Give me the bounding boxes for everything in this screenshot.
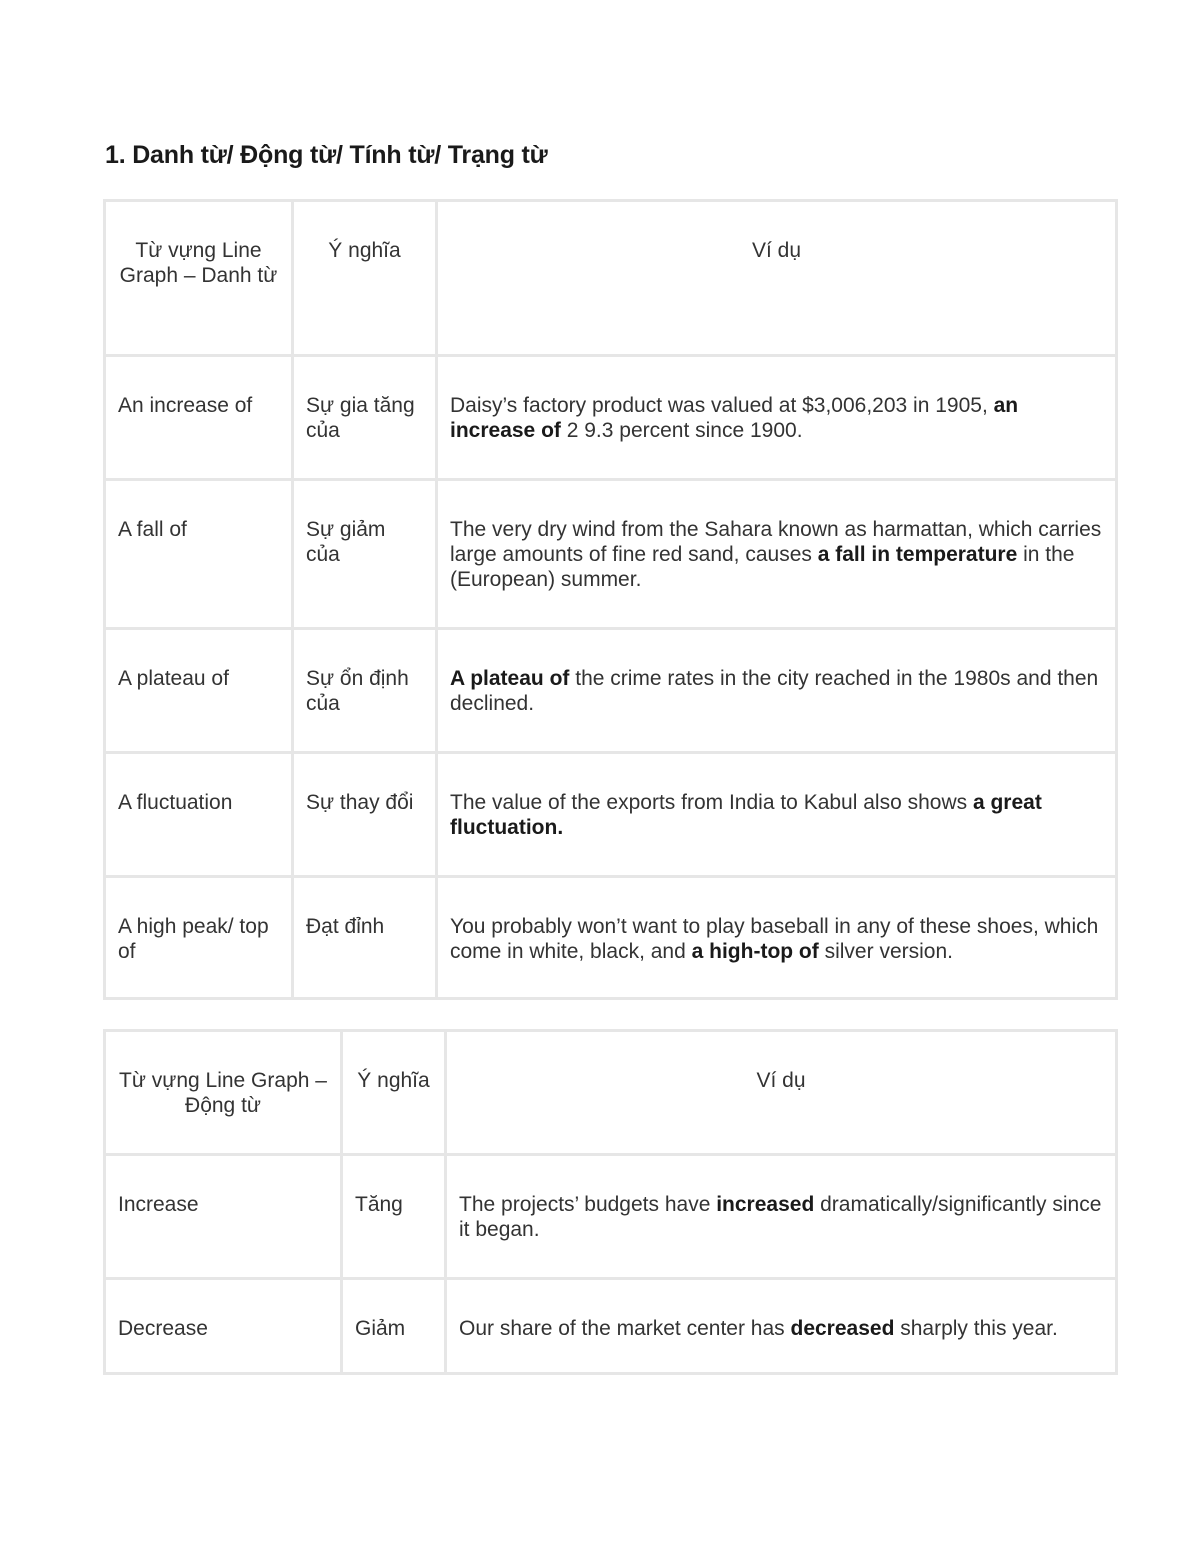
- meaning-cell: Đạt đỉnh: [293, 877, 437, 999]
- example-cell: [437, 753, 1117, 877]
- meaning-cell: Sự ổn định của: [293, 629, 437, 753]
- example-highlight: a high-top of: [691, 940, 819, 963]
- header-term: Từ vựng Line Graph – Danh từ: [105, 201, 293, 356]
- meaning-cell: Giảm: [342, 1279, 446, 1374]
- example-text: The very dry wind from the Sahara known as harmattan, which carries large amounts of fine red sand, causes: [450, 518, 1102, 566]
- meaning-cell: Tăng: [342, 1155, 446, 1279]
- table-row: [105, 480, 1117, 629]
- term-cell: Decrease: [105, 1279, 342, 1374]
- example-text: silver version.: [818, 940, 953, 963]
- example-highlight: A plateau of: [450, 667, 570, 690]
- example-text: You probably won’t want to play baseball in any of these shoes, which come in white, black, and: [450, 915, 1099, 963]
- example-highlight: a great fluctuation.: [450, 791, 1042, 839]
- example-cell: [437, 629, 1117, 753]
- meaning-cell: Sự giảm của: [293, 480, 437, 629]
- example-cell: [446, 1279, 1117, 1374]
- table-row: [105, 629, 1117, 753]
- example-cell: [437, 877, 1117, 999]
- example-text: Daisy’s factory product was valued at $3,006,203 in 1905,: [450, 394, 994, 417]
- example-text: Our share of the market center has: [459, 1317, 791, 1340]
- meaning-cell: Sự thay đổi: [293, 753, 437, 877]
- example-text: sharply this year.: [894, 1317, 1058, 1340]
- example-text: dramatically/significantly since it began.: [459, 1193, 1102, 1241]
- table-row: [105, 1155, 1117, 1279]
- example-text: The value of the exports from India to Kabul also shows: [450, 791, 973, 814]
- term-cell: A plateau of: [105, 629, 293, 753]
- example-text: in the (European) summer.: [450, 543, 1075, 591]
- term-cell: A high peak/ top of: [105, 877, 293, 999]
- example-highlight: an increase of: [450, 394, 1019, 442]
- example-highlight: decreased: [790, 1317, 895, 1340]
- table-header-row: [105, 201, 1117, 356]
- table-row: [105, 1279, 1117, 1374]
- header-meaning: Ý nghĩa: [342, 1031, 446, 1155]
- table-row: [105, 356, 1117, 480]
- header-example: Ví dụ: [437, 201, 1117, 356]
- header-example: Ví dụ: [446, 1031, 1117, 1155]
- example-cell: [437, 480, 1117, 629]
- header-meaning: Ý nghĩa: [293, 201, 437, 356]
- term-cell: An increase of: [105, 356, 293, 480]
- table-row: [105, 753, 1117, 877]
- example-text: 2 9.3 percent since 1900.: [560, 419, 803, 442]
- term-cell: Increase: [105, 1155, 342, 1279]
- header-term: Từ vựng Line Graph – Động từ: [105, 1031, 342, 1155]
- table-row: [105, 877, 1117, 999]
- section-heading: 1. Danh từ/ Động từ/ Tính từ/ Trạng từ: [105, 141, 548, 169]
- table-header-row: [105, 1031, 1117, 1155]
- example-cell: [437, 356, 1117, 480]
- term-cell: A fall of: [105, 480, 293, 629]
- example-text: The projects’ budgets have: [459, 1193, 717, 1216]
- example-cell: [446, 1155, 1117, 1279]
- example-highlight: a fall in temperature: [817, 543, 1018, 566]
- verb-vocab-table: [103, 1029, 1118, 1375]
- example-highlight: increased: [716, 1193, 815, 1216]
- noun-vocab-table: [103, 199, 1118, 1000]
- term-cell: A fluctuation: [105, 753, 293, 877]
- example-text: the crime rates in the city reached in the 1980s and then declined.: [450, 667, 1099, 715]
- meaning-cell: Sự gia tăng của: [293, 356, 437, 480]
